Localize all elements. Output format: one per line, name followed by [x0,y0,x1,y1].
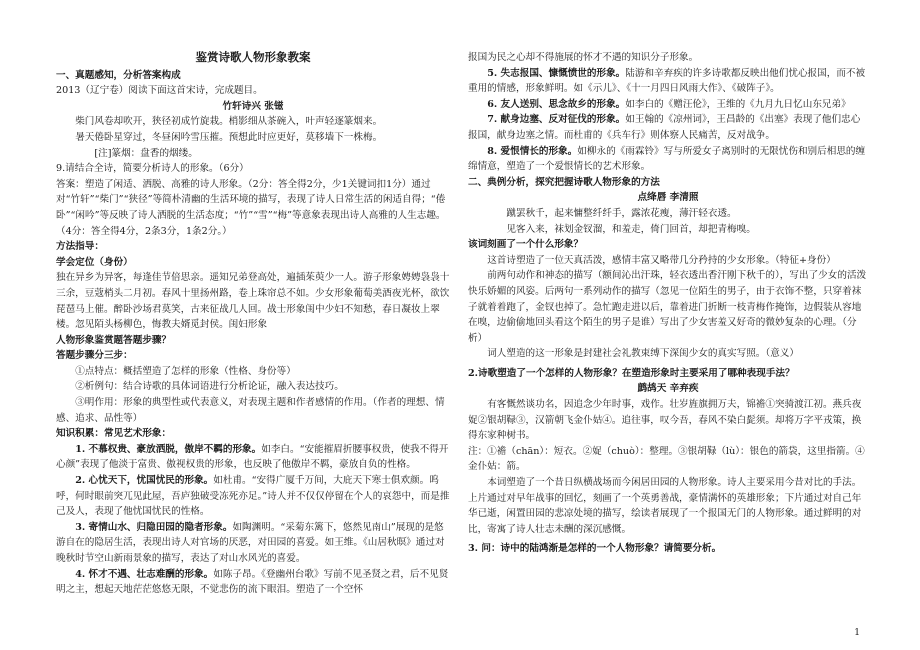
paragraph-text: 如陶渊明。“采菊东篱下，悠然见南山”展现的是悠游自在的隐居生活，表现出诗人对官场的厌恶，对田园的喜爱。如王维。《山居秋暝》通过对晚秋时节空山新雨景象的描写，表达了对山水风光的喜爱。 [56,521,445,564]
bold-lead: 8. 爱恨情长的形象。 [487,145,578,157]
paragraph-text: ③明作用：形象的典型性或代表意义，对表现主题和作者感情的作用。（作者的理想、情感、追求、品性等） [56,397,445,424]
left-paragraph [56,83,450,99]
bold-lead: 3. 寄情山水、归隐田园的隐者形象。 [75,521,233,533]
paragraph-text: 知识积累：常见艺术形象： [56,428,172,440]
paragraph-text: 有客慨然谈功名，因追念少年时事，戏作。壮岁旌旗拥万夫，锦襜①突骑渡江初。燕兵夜娖②银胡䩮③，汉箭朝飞金仆姑④。追往事，叹今吾，春风不染白髭须。却将万字平戎策，换得东家种树书。 [468,399,862,442]
paragraph-text: 2.诗歌塑造了一个怎样的人物形象？在塑造形象时主要采用了哪种表现手法？ [468,367,795,379]
right-paragraph [468,97,868,113]
left-paragraph [56,130,450,146]
paragraph-text: 二、典例分析，探究把握诗歌人物形象的方法 [468,176,660,188]
left-paragraph [56,442,450,473]
left-paragraph [56,270,450,332]
paragraph-text: 答案：塑造了闲适、洒脱、高雅的诗人形象。（2分：答全得2分，少1关键词扣1分）通过对“竹轩”“柴门”“狭径”等简朴清幽的生活环境的描写，表现了诗人日常生活的闲适自得；“倦卧”“闲吟”等反映了诗人洒脱的生活态度；“竹”“雪”“梅”等意象表现出诗人高雅的人生志趣。（4分：答全得4分，2条3分，1条2分。） [56,178,446,237]
right-paragraph [468,112,868,143]
paragraph-text: 陆游和辛弃疾的许多诗歌都反映出他们忧心报国，而不被重用的情感，形象鲜明。如《示儿》、《十一月四日风雨大作》、《破阵子》。 [468,67,866,95]
left-paragraph [56,333,450,349]
left-paragraph [56,68,450,84]
right-paragraph [468,222,868,238]
paragraph-text: 学会定位（身份） [56,256,133,268]
left-paragraph [56,161,450,177]
right-paragraph [468,346,868,362]
paragraph-text: 3. 问：诗中的陆鸿渐是怎样的一个人物形象？请简要分析。 [468,543,722,555]
paragraph-text: 蹴罢秋千，起来慵整纤纤手，露浓花瘦，薄汗轻衣透。 [506,207,737,219]
paragraph-text: 该词刻画了一个什么形象？ [468,239,584,251]
paragraph-text: ①点特点：概括塑造了怎样的形象（性格、身份等） [75,365,296,377]
right-paragraph [468,397,868,444]
bold-lead: 4. 怀才不遇、壮志难酬的形象。 [75,568,214,580]
page-number: 1 [854,628,860,638]
left-paragraph [56,364,450,380]
paragraph-text: 答题步骤分三步： [56,350,133,362]
right-paragraph [468,66,868,97]
left-paragraph [56,395,450,426]
paragraph-text: 这首诗塑造了一位天真活泼，感情丰富又略带几分矜持的少女形象。（特征+身份） [487,254,836,266]
right-paragraph [468,144,868,175]
paragraph-text: 9.请结合全诗，简要分析诗人的形象。（6分） [56,163,249,175]
paragraph-text: 鉴赏诗歌人物形象教案 [195,50,311,64]
right-paragraph [468,444,868,475]
left-paragraph [56,239,450,255]
bold-lead: 2. 心忧天下，忧国忧民的形象。 [75,475,214,487]
paragraph-text: 2013（辽宁卷）阅读下面这首宋诗，完成题目。 [56,85,263,97]
right-paragraph [468,381,868,397]
paragraph-text: 人物形象鉴赏题答题步骤？ [56,334,172,346]
right-paragraph [468,175,868,191]
bold-lead: 7. 献身边塞、反对征伐的形象。 [487,114,626,126]
paragraph-text: 一、真题感知，分析答案构成 [56,69,181,81]
left-paragraph [56,50,450,66]
right-paragraph [468,190,868,206]
paragraph-text: 如杜甫。“安得广厦千万间，大庇天下寒士俱欢颜。呜呼，何时眼前突兀见此屋，吾庐独破受冻死亦足。”诗人并不仅仅停留在个人的哀怨中，而是推己及人，表现了他忧国忧民的性格。 [56,475,450,518]
right-column [468,50,868,557]
paragraph-text: 注：①襜（chān）：短衣。②娖（chuò）：整理。③银胡䩮（lù）：银色的箭袋，这里指箭。④金仆姑：箭。 [468,445,865,473]
paragraph-text: 前两句动作和神态的描写（额间沁出汗珠，轻衣透出香汗刚下秋千的），写出了少女的活泼快乐娇媚的风姿。后两句一系列动作的描写（忽见一位陌生的男子，由于衣饰不整，只穿着袜子就着着跑了，金钗也掉了。急忙跑走进以后，靠着进门折断一枝青梅作掩饰，边假装从容地在嗅，边偷偷地回头看这个陌生的男子是谁）写出了少女害羞又好奇的微妙复杂的心理。（分析） [468,270,867,344]
paragraph-text: 独在异乡为异客，每逢佳节倍思亲。遥知兄弟登高处，遍插茱萸少一人。游子形象娉娉袅袅十三余，豆蔻梢头二月初。春风十里扬州路，卷上珠帘总不如。少女形象葡萄美酒夜光杯，欲饮琵琶马上催。醉卧沙场君莫笑，古来征战几人回。战士形象闺中少妇不知愁，春日凝妆上翠楼。忽见陌头杨柳色，悔教夫婿觅封侯。闺妇形象 [56,272,450,331]
right-paragraph [468,268,868,346]
bold-lead: 6. 友人送别、思念故乡的形象。 [487,98,626,110]
paragraph-text: [注]篆烟：盘香的烟缕。 [94,147,198,159]
paragraph-text: 词人塑造的这一形象是封建社会礼教束缚下深闺少女的真实写照。（意义） [487,348,799,360]
paragraph-text: 点绛唇 李清照 [637,192,699,204]
bold-lead: 1. 不慕权贵、豪放洒脱，傲岸不羁的形象。 [75,443,262,455]
right-paragraph [468,237,868,253]
right-paragraph [468,253,868,269]
left-paragraph [56,255,450,271]
paragraph-text: 鹧鸪天 辛弃疾 [637,383,699,395]
right-paragraph [468,541,868,557]
paragraph-text: 本词塑造了一个昔日纵横战场而今闲居田园的人物形象。诗人主要采用今昔对比的手法。上片通过对早年战事的回忆，刻画了一个英勇善战，豪情满怀的英雄形象；下片通过对自己年华已逝，闲置田园的悲凉处境的描写，绘读者展现了一个报国无门的人物形象。通过鲜明的对比，寄寓了诗人壮志未酬的深沉感慨。 [468,477,862,535]
left-column [56,50,450,598]
right-paragraph [468,206,868,222]
left-paragraph [56,177,450,239]
right-paragraph [468,50,868,66]
left-paragraph [56,99,450,115]
left-paragraph [56,114,450,130]
bold-lead: 5. 失志报国、慷慨愤世的形象。 [487,67,626,79]
paragraph-text: 如王翰的《凉州词》，王昌龄的《出塞》表现了他们忠心报国，献身边塞之情。而杜甫的《兵车行》则体察人民痛苦，反对战争。 [468,114,861,141]
left-paragraph [56,348,450,364]
paragraph-text: 如李白的《赠汪伦》，王维的《九月九日忆山东兄弟》 [625,98,851,110]
paragraph-text: 如陈子昂。《登幽州台歌》写前不见圣贤之君，后不见贤明之主，想起天地茫茫悠悠无限，不觉悲伤的流下眼泪。塑造了一个空怀 [56,568,449,596]
left-paragraph [56,426,450,442]
paragraph-text: 竹轩诗兴 张镃 [222,100,284,112]
paragraph-text: 柴门风卷却吹开，狭径初成竹旋栽。梢影细从茶碗入，叶声轻逐篆烟来。 [75,116,383,128]
right-paragraph [468,475,868,537]
paragraph-text: 暑天倦卧星穿过，冬昼闲吟雪压摧。预想此时应更好，莫移墙下一株梅。 [75,131,383,143]
left-paragraph [56,473,450,520]
left-paragraph [56,379,450,395]
paragraph-text: 如柳永的《雨霖铃》写与所爱女子离别时的无限忧伤和别后相思的缠绵情意，塑造了一个爱恨情长的艺术形象。 [468,145,866,173]
paragraph-text: 见客入来，袜划金钗溜，和羞走，倚门回首，却把青梅嗅。 [506,223,756,235]
right-paragraph [468,366,868,382]
paragraph-text: ②析例句：结合诗歌的具体词语进行分析论证，融入表达技巧。 [75,381,344,393]
left-paragraph [56,146,450,162]
left-paragraph [56,567,450,598]
paragraph-text: 如李白。“安能摧眉折腰事权贵，使我不得开心颜”表现了他淡于富贵、傲视权贵的形象，也反映了他傲岸不羁，豪放自负的性格。 [56,443,449,471]
left-paragraph [56,520,450,567]
paragraph-text: 方法指导： [56,241,104,253]
paragraph-text: 报国为民之心却不得施展的怀才不遇的知识分子形象。 [468,52,699,63]
